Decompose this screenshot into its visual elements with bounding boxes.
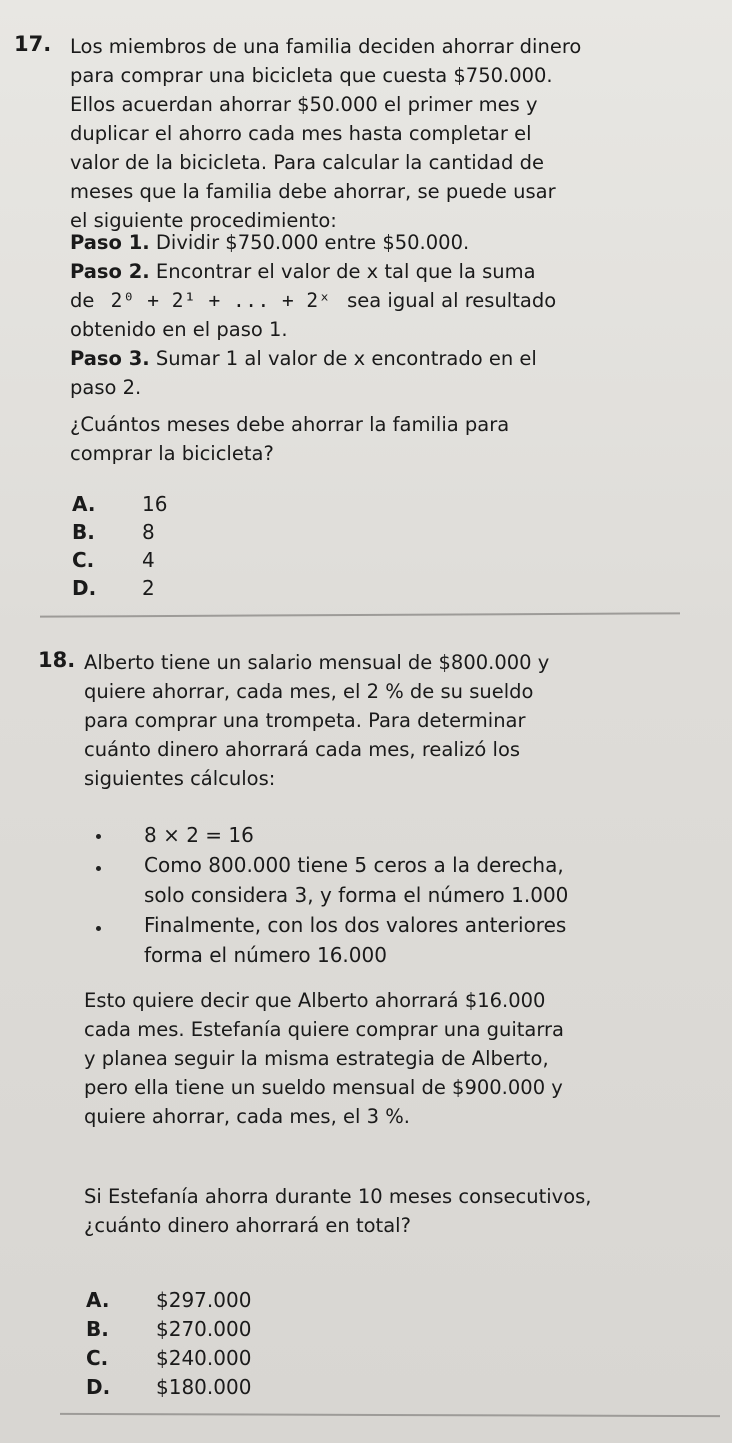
q17-intro-line: duplicar el ahorro cada mes hasta completar el: [70, 122, 532, 145]
q18-option-value: $180.000: [156, 1375, 252, 1399]
q18-number: 18.: [38, 648, 76, 672]
q17-option-a[interactable]: [72, 490, 167, 518]
q18-intro-line: Alberto tiene un salario mensual de $800.000 y: [84, 651, 550, 674]
q17-option-value: 4: [142, 548, 155, 572]
q17-intro: [70, 32, 660, 235]
q17-intro-line: meses que la familia debe ahorrar, se puede usar: [70, 180, 556, 203]
bullet-icon: [96, 926, 101, 931]
q18-option-d[interactable]: [86, 1373, 251, 1401]
q18-question: [84, 1182, 704, 1240]
q18-body-line: cada mes. Estefanía quiere comprar una guitarra: [84, 1018, 565, 1041]
q17-step2-text-b: sea igual al resultado: [347, 289, 557, 312]
q17-intro-line: Los miembros de una familia deciden ahorrar dinero: [70, 35, 582, 58]
q17-option-b[interactable]: [72, 518, 155, 546]
q17-intro-line: Ellos acuerdan ahorrar $50.000 el primer mes y: [70, 93, 538, 116]
q18-intro-line: para comprar una trompeta. Para determinar: [84, 709, 526, 732]
q18-body-line: Esto quiere decir que Alberto ahorrará $16.000: [84, 989, 546, 1012]
q18-option-letter: A.: [86, 1288, 110, 1312]
q17-option-letter: C.: [72, 548, 95, 572]
q17-step2-formula: 2⁰ + 2¹ + ... + 2ˣ: [110, 289, 331, 312]
q18-option-letter: B.: [86, 1317, 109, 1341]
q18-body-line: quiere ahorrar, cada mes, el 3 %.: [84, 1105, 410, 1128]
q17-step2-text-c: obtenido en el paso 1.: [70, 318, 288, 341]
q17-step2-formula-line: [70, 286, 660, 315]
q17-step1: [70, 228, 660, 257]
q17-option-value: 16: [142, 492, 168, 516]
q17-step2-de: de: [70, 289, 95, 312]
q18-option-a[interactable]: [86, 1286, 251, 1314]
q18-bullet-2-line-1: Como 800.000 tiene 5 ceros a la derecha,: [144, 853, 564, 877]
bullet-icon: [96, 834, 101, 839]
q18-intro-line: quiere ahorrar, cada mes, el 2 % de su sueldo: [84, 680, 534, 703]
q17-step3: [70, 344, 660, 373]
q18-bullet-1: 8 × 2 = 16: [144, 823, 254, 847]
q17-steps: [70, 228, 660, 402]
q17-option-letter: B.: [72, 520, 95, 544]
q18-option-letter: C.: [86, 1346, 109, 1370]
q17-option-d[interactable]: [72, 574, 155, 602]
q18-option-c[interactable]: [86, 1344, 251, 1372]
q18-intro: [84, 648, 684, 793]
q17-step2: [70, 257, 660, 286]
q17-question: [70, 410, 660, 468]
bottom-divider: [60, 1413, 720, 1417]
q17-option-value: 8: [142, 520, 155, 544]
q18-question-line: ¿cuánto dinero ahorrará en total?: [84, 1214, 411, 1237]
q17-option-c[interactable]: [72, 546, 155, 574]
q17-step3-label: Paso 3.: [70, 347, 150, 370]
q18-option-value: $240.000: [156, 1346, 252, 1370]
q18-intro-line: cuánto dinero ahorrará cada mes, realizó los: [84, 738, 521, 761]
q17-intro-line: valor de la bicicleta. Para calcular la cantidad de: [70, 151, 544, 174]
q17-intro-line: el siguiente procedimiento:: [70, 209, 337, 232]
q17-option-letter: A.: [72, 492, 96, 516]
q17-step3-text-a: Sumar 1 al valor de x encontrado en el: [155, 347, 537, 370]
q18-bullet-3-line-1: Finalmente, con los dos valores anteriores: [144, 913, 567, 937]
q18-bullet-2-line-2: solo considera 3, y forma el número 1.000: [144, 883, 569, 907]
q18-question-line: Si Estefanía ahorra durante 10 meses consecutivos,: [84, 1185, 592, 1208]
q17-step2-text-a: Encontrar el valor de x tal que la suma: [155, 260, 536, 283]
q18-option-value: $270.000: [156, 1317, 252, 1341]
q18-body: [84, 986, 694, 1131]
q17-step2-label: Paso 2.: [70, 260, 150, 283]
q18-option-letter: D.: [86, 1375, 111, 1399]
q17-question-line: ¿Cuántos meses debe ahorrar la familia para: [70, 413, 510, 436]
q18-option-b[interactable]: [86, 1315, 251, 1343]
q17-option-letter: D.: [72, 576, 97, 600]
q17-step1-label: Paso 1.: [70, 231, 150, 254]
q17-step3-text-b: paso 2.: [70, 376, 142, 399]
q18-intro-line: siguientes cálculos:: [84, 767, 276, 790]
q18-option-value: $297.000: [156, 1288, 252, 1312]
q18-bullet-3-line-2: forma el número 16.000: [144, 943, 387, 967]
q18-body-line: pero ella tiene un sueldo mensual de $900.000 y: [84, 1076, 563, 1099]
q17-number: 17.: [14, 32, 52, 56]
q18-body-line: y planea seguir la misma estrategia de Alberto,: [84, 1047, 549, 1070]
section-divider: [40, 612, 680, 617]
q17-intro-line: para comprar una bicicleta que cuesta $750.000.: [70, 64, 553, 87]
q17-step1-text: Dividir $750.000 entre $50.000.: [155, 231, 470, 254]
q17-question-line: comprar la bicicleta?: [70, 442, 274, 465]
q17-option-value: 2: [142, 576, 155, 600]
bullet-icon: [96, 866, 101, 871]
